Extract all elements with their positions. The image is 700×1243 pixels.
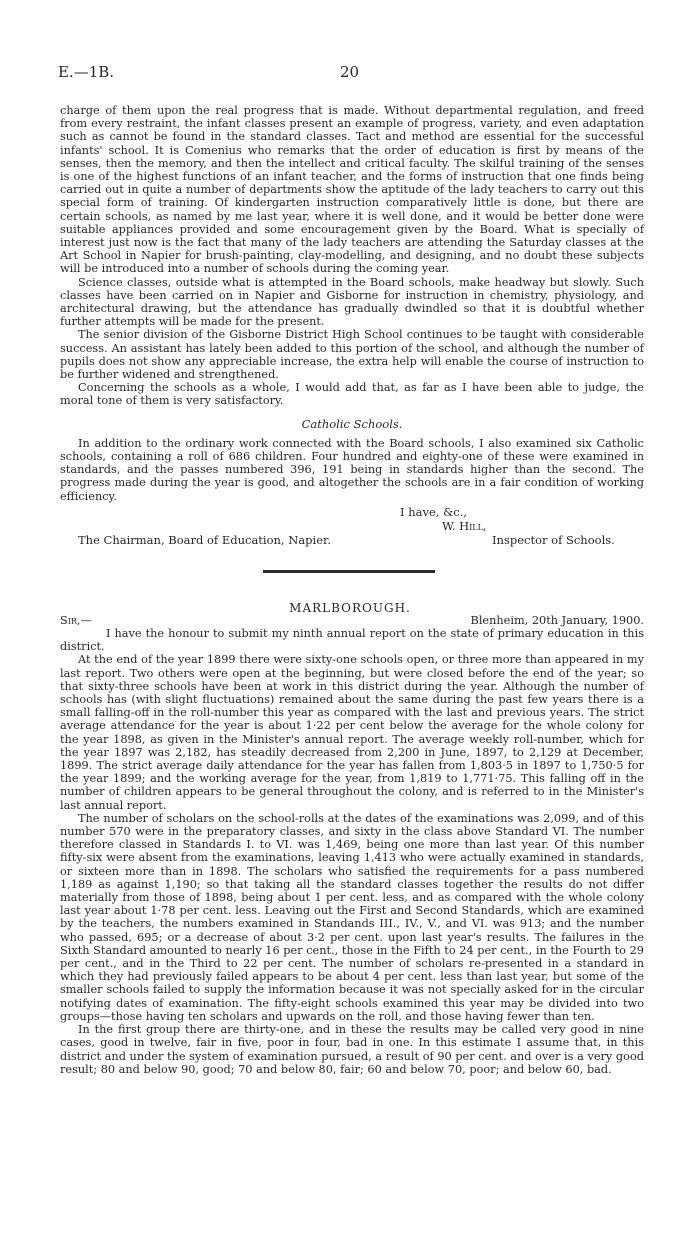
marlborough-section [60,614,644,1076]
hawkes-bay-section [60,104,644,503]
addressee: The Chairman, Board of Education, Napier. [78,533,331,547]
paragraph: In the first group there are thirty-one, and in these the results may be called very good in nine cases, good in twelve, fair in five, poor in four, bad in one. In this estimate I assume that, in this district and under the system of examination pursued, a result of 90 per cent. and over is a very good result; 80 and below 90, good; 70 and below 80, fair; 60 and below 70, poor; and below 60, bad. [60,1023,644,1076]
page-number: 20 [340,63,360,81]
marlborough-heading: MARLBOROUGH. [289,601,411,615]
paragraph: charge of them upon the real progress that is made. Without departmental regulation, and freed from every restraint, the infant classes present an example of progress, variety, and even adaptation such as cannot be found in the standard classes. Tact and method are essential for the successful infants' school. It is Comenius who remarks that the order of education is first by means of the senses, then the memory, and then the intellect and critical faculty. The skilful training of the senses is one of the highest functions of an infant teacher, and the forms of instruction that one finds being carried out in quite a number of departments show the aptitude of the lady teachers to carry out this special form of training. Of kindergarten instruction comparatively little is done, but there are certain schools, as named by me last year, where it is well done, and it would be better done were suitable appliances provided and some encouragement given by the Board. What is specially of interest just now is the fact that many of the lady teachers are attending the Saturday classes at the Art School in Napier for brush-painting, clay-modelling, and designing, and no doubt these subjects will be introduced into a number of schools during the coming year. [60,104,644,276]
paragraph: I have the honour to submit my ninth annual report on the state of primary education in this district. [60,627,644,654]
document-reference: E.—1B. [58,63,115,81]
catholic-schools-heading: Catholic Schools. [301,416,403,431]
signer-title: Inspector of Schools. [492,533,615,547]
closing: I have, &c., [400,505,468,519]
signature: W. Hill, [442,519,487,533]
paragraph: Science classes, outside what is attempted in the Board schools, make headway but slowly. Such classes have been carried on in Napier and Gisborne for instruction in chemistry, physiology, and architectural drawing, but the attendance has gradually dwindled so that it is doubtful whether further attempts will be made for the present. [60,275,644,329]
paragraph: In addition to the ordinary work connected with the Board schools, I also examined six Catholic schools, containing a roll of 686 children. Four hundred and eighty-one of these were examined in standards, and the passes numbered 396, 191 being in standards higher than the second. The progress made during the year is good, and altogether the schools are in a fair condition of working efficiency. [60,436,644,503]
salutation: Sir,— [60,614,92,627]
salutation-row [60,614,644,627]
paragraph: The number of scholars on the school-rolls at the dates of the examinations was 2,099, and of this number 570 were in the preparatory classes, and sixty in the class above Standard VI. The number therefore classed in Standards I. to VI. was 1,469, being one more than last year. Of this number fifty-six were absent from the examinations, leaving 1,413 who were actually examined in standards, or sixteen more than in 1898. The scholars who satisfied the requirements for a pass numbered 1,189 as against 1,190; so that taking all the standard classes together the results do not differ materially from those of 1898, being about 1 per cent. less, and as compared with the whole colony last year about 1·78 per cent. less. Leaving out the First and Second Standards, which are examined by the teachers, the numbers examined in Standands III., IV., V., and VI. was 913; and the number who passed, 695; or a decrease of about 3·2 per cent. upon last year's results. The failures in the Sixth Standard amounted to nearly 16 per cent., those in the Fifth to 24 per cent., in the Fourth to 29 per cent., and in the Third to 22 per cent. The number of scholars re-presented in a standard in which they had previously failed appears to be about 4 per cent. less than last year, but some of the smaller schools failed to supply the information because it was not specially asked for in the circular notifying dates of examination. The fifty-eight schools examined this year may be divided into two groups—those having ten scholars and upwards on the roll, and those having fewer than ten. [60,811,644,1023]
place-date: Blenheim, 20th January, 1900. [470,614,644,627]
section-divider [263,570,435,573]
paragraph: At the end of the year 1899 there were sixty-one schools open, or three more than appeared in my last report. Two others were open at the beginning, but were closed before the end of the year; so that sixty-three schools have been at work in this district during the year. Although the number of schools has (with slight fluctuations) remained about the same during the past few years there is a small falling-off in the roll-number this year as compared with the last and previous years. The strict average attendance for the year is about 1·22 per cent below the average for the whole colony for the year 1898, as given in the Minister's annual report. The average weekly roll-number, which for the year 1897 was 2,182, has steadily decreased from 2,200 in June, 1897, to 2,129 at December, 1899. The strict average daily attendance for the year has fallen from 1,803·5 in 1897 to 1,750·5 for the year 1899; and the working average for the year, from 1,819 to 1,771·75. This falling off in the number of children appears to be general throughout the colony, and is referred to in the Minister's last annual report. [60,653,644,812]
paragraph: The senior division of the Gisborne District High School continues to be taught with considerable success. An assistant has lately been added to this portion of the school, and although the number of pupils does not show any appreciable increase, the extra help will enable the course of instruction to be further widened and strengthened. [60,328,644,382]
paragraph: Concerning the schools as a whole, I would add that, as far as I have been able to judge, the moral tone of them is very satisfactory. [60,381,644,408]
